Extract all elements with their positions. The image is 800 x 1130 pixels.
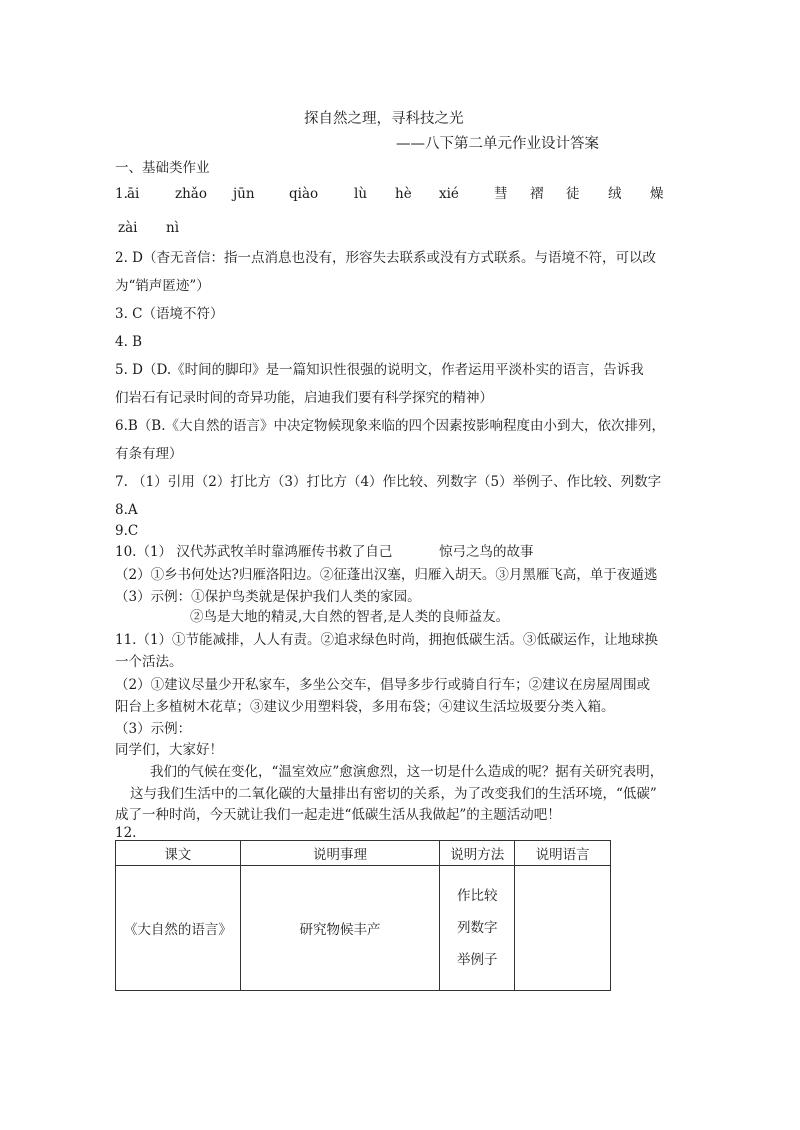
table-cell-matter: 研究物候丰产 [240, 866, 440, 991]
q1-item: nì [166, 220, 180, 236]
q5-line1: 5. D（D.《时间的脚印》是一篇知识性很强的说明文，作者运用平淡朴实的语言，告诉我 [115, 362, 644, 378]
q4: 4. B [115, 334, 143, 350]
q10-part3-b: ②鸟是大地的精灵,大自然的智者,是人类的良师益友。 [190, 609, 510, 625]
q10-part3: （3）示例：①保护鸟类就是保护我们人类的家园。 [115, 589, 421, 605]
q11-line: （3）示例： [115, 721, 192, 737]
q1-item: 燥 [650, 186, 664, 202]
table-cell-methods [440, 866, 515, 991]
q10-part1-b: 惊弓之鸟的故事 [439, 544, 534, 560]
q11-line: 11.（1）①节能减排，人人有责。②追求绿色时尚，拥抱低碳生活。③低碳运作，让地球换 [115, 632, 659, 648]
q12-label: 12. [115, 825, 137, 841]
q1-label: 1. [115, 186, 128, 202]
q6-line1: 6.B（B.《大自然的语言》中决定物候现象来临的四个因素按影响程度由小到大，依次排列， [115, 418, 666, 434]
section-heading: 一、基础类作业 [115, 160, 210, 176]
q11-line: 同学们，大家好！ [115, 742, 223, 758]
q1-item: 徒 [566, 186, 580, 202]
q10-part1: 10.（1） 汉代苏武牧羊时靠鸿雁传书救了自己 [115, 544, 393, 560]
q11-line: 我们的气候在变化，“温室效应”愈演愈烈，这一切是什么造成的呢？据有关研究表明， [150, 764, 664, 780]
q1-item: 褶 [530, 186, 544, 202]
q7: 7. （1）引用（2）打比方（3）打比方（4）作比较、列数字（5）举例子、作比较、列数字 [115, 474, 662, 490]
doc-title: 探自然之理，寻科技之光 [304, 111, 464, 127]
q6-line2: 有条有理） [115, 446, 183, 462]
q11-line: 一个活法。 [115, 654, 183, 670]
table-cell-text: 《大自然的语言》 [116, 866, 241, 991]
answer-table [115, 840, 611, 991]
method-item: 列数字 [457, 919, 498, 936]
q5-line2: 们岩石有记录时间的奇异功能，启迪我们要有科学探究的精神） [115, 390, 493, 406]
q2-line1: 2. D（杳无音信：指一点消息也没有，形容失去联系或没有方式联系。与语境不符，可以改 [115, 250, 656, 266]
method-item: 作比较 [457, 887, 498, 904]
q1-item: zhǎo [175, 186, 207, 202]
q1-item: xié [439, 186, 459, 202]
q1-item: zài [118, 220, 138, 236]
q1-row2 [0, 220, 800, 240]
q11-line: 成了一种时尚，今天就让我们一起走进“低碳生活从我做起”的主题活动吧！ [115, 807, 561, 823]
q11-line: 阳台上多植树木花草；③建议少用塑料袋，多用布袋；④建议生活垃圾要分类入箱。 [115, 699, 615, 715]
q2-line2: 为“销声匿迹”） [115, 278, 210, 294]
q1-item: jūn [233, 186, 255, 202]
q1-item: lù [354, 186, 368, 202]
table-header: 课文 [116, 841, 241, 866]
method-item: 举例子 [457, 952, 498, 969]
table-header: 说明事理 [240, 841, 440, 866]
q10-part2: （2）①乡书何处达?归雁洛阳边。②征蓬出汉塞，归雁入胡天。③月黑雁飞高，单于夜遁逃 [115, 567, 658, 583]
table-header: 说明方法 [440, 841, 515, 866]
q3: 3. C（语境不符） [115, 306, 224, 322]
q11-line: 这与我们生活中的二氧化碳的大量排出有密切的关系，为了改变我们的生活环境，“低碳” [130, 786, 657, 802]
table-cell-language [515, 866, 611, 991]
q8: 8.A [115, 502, 138, 518]
q1-item: qiào [289, 186, 319, 202]
q1-item: 彗 [494, 186, 508, 202]
q9: 9.C [115, 523, 139, 539]
table-row [116, 866, 611, 991]
q1-item: hè [395, 186, 412, 202]
q1-item: āi [127, 186, 140, 202]
q1-item: 绒 [608, 186, 622, 202]
q1-row1 [0, 186, 800, 206]
table-header-row [116, 841, 611, 866]
table-header: 说明语言 [515, 841, 611, 866]
doc-subtitle: ——八下第二单元作业设计答案 [396, 136, 599, 152]
q11-line: （2）①建议尽量少开私家车，多坐公交车，倡导多步行或骑自行车；②建议在房屋周围或 [115, 677, 651, 693]
